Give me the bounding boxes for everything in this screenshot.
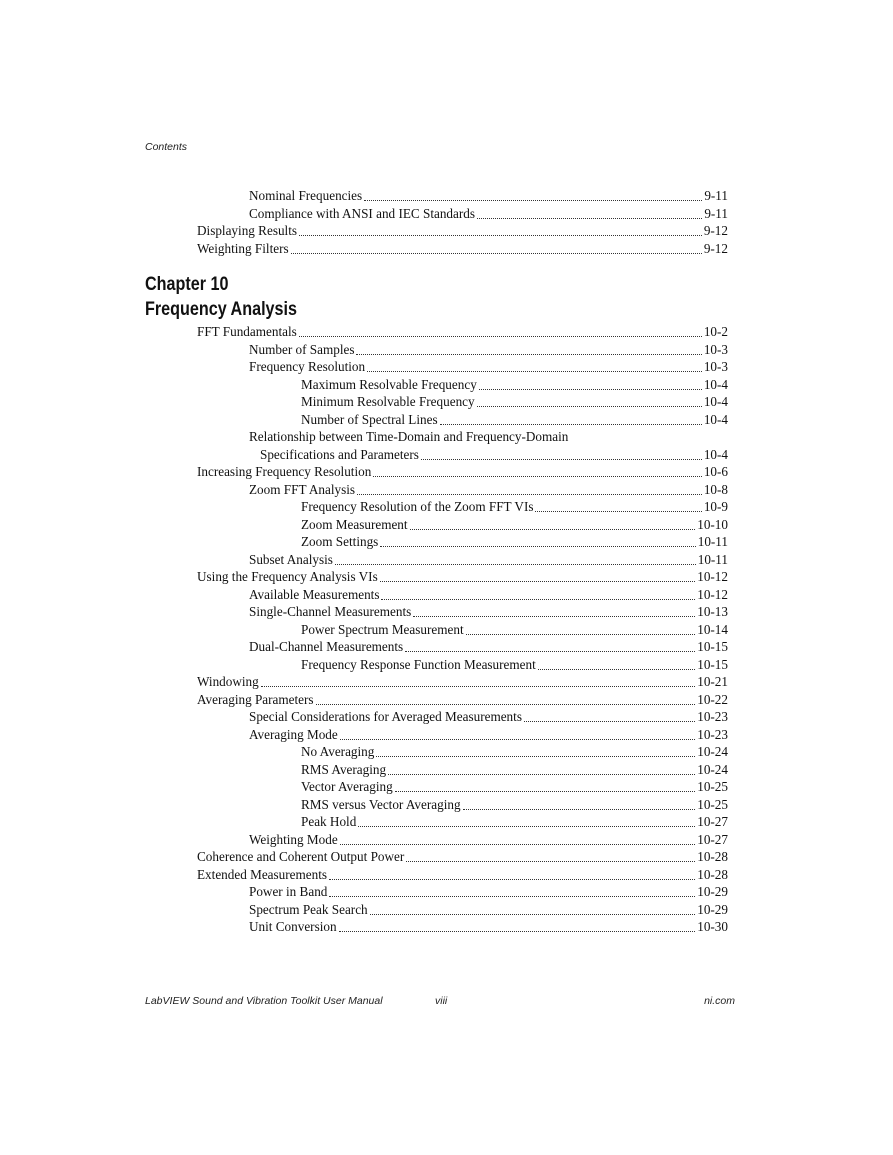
toc-entry-title: Using the Frequency Analysis VIs: [197, 569, 378, 584]
dot-leader: [356, 343, 701, 355]
dot-leader: [340, 833, 696, 845]
toc-entry-title: Zoom FFT Analysis: [249, 481, 356, 497]
toc-entry-title: Nominal Frequencies: [249, 188, 363, 203]
toc-entry[interactable]: [301, 797, 728, 814]
toc-entry-title: Windowing: [197, 674, 259, 689]
toc-entry-title: RMS versus Vector Averaging: [301, 796, 461, 812]
dot-leader: [463, 798, 696, 810]
dot-leader: [413, 605, 695, 617]
toc-entry-page: 9-12: [703, 223, 728, 238]
toc-entry-page: 10-23: [697, 709, 728, 724]
toc-entry-title: Number of Samples: [249, 341, 355, 357]
toc-entry-page: 10-24: [697, 761, 728, 777]
toc-entry-page: 9-11: [704, 205, 728, 221]
toc-entry[interactable]: [249, 587, 728, 604]
toc-entry[interactable]: [197, 464, 728, 481]
dot-leader: [410, 518, 696, 530]
toc-entry[interactable]: [197, 867, 728, 884]
toc-entry-page: 10-4: [703, 394, 728, 409]
toc-entry[interactable]: [249, 604, 728, 621]
dot-leader: [367, 360, 702, 372]
toc-entry[interactable]: [301, 517, 728, 534]
toc-entry-title: Unit Conversion: [249, 919, 337, 934]
toc-entry-title: Available Measurements: [249, 586, 380, 602]
chapter-number: Chapter 10: [145, 274, 229, 295]
toc-entry-title: Coherence and Coherent Output Power: [197, 849, 405, 864]
toc-entry[interactable]: [249, 902, 728, 919]
toc-entry-page: 10-3: [703, 341, 728, 357]
toc-entry[interactable]: [249, 552, 728, 569]
dot-leader: [421, 448, 702, 460]
toc-entry[interactable]: [301, 744, 728, 761]
toc-entry-page: 10-27: [697, 831, 728, 847]
footer-site: ni.com: [704, 995, 735, 1007]
toc-entry-page: 10-4: [703, 411, 728, 427]
toc-entry-title: No Averaging: [301, 744, 375, 759]
toc-entry-title: Subset Analysis: [249, 551, 333, 567]
toc-entry[interactable]: [249, 709, 728, 726]
toc-entry[interactable]: [301, 657, 728, 674]
toc-entry-title: Maximum Resolvable Frequency: [301, 376, 477, 392]
toc-entry[interactable]: [249, 727, 728, 744]
dot-leader: [440, 413, 702, 425]
toc-entry-title: Zoom Settings: [301, 534, 379, 549]
toc-entry-page: 10-30: [697, 919, 728, 934]
footer-manual-title: LabVIEW Sound and Vibration Toolkit User Manual: [145, 995, 383, 1007]
toc-entry[interactable]: [197, 569, 728, 586]
toc-entry-title: Dual-Channel Measurements: [249, 639, 404, 654]
dot-leader: [339, 920, 696, 932]
dot-leader: [388, 763, 695, 775]
toc-entry-page: 10-22: [697, 691, 728, 707]
toc-entry[interactable]: [197, 223, 728, 240]
toc-entry[interactable]: [260, 447, 728, 464]
dot-leader: [380, 535, 695, 547]
dot-leader: [405, 640, 695, 652]
toc-entry-title: Power Spectrum Measurement: [301, 621, 464, 637]
dot-leader: [291, 242, 702, 254]
toc-entry[interactable]: [249, 639, 728, 656]
toc-entry[interactable]: [301, 814, 728, 831]
toc-entry-page: 10-25: [697, 796, 728, 812]
toc-entry[interactable]: [249, 884, 728, 901]
toc-entry-title: Relationship between Time-Domain and Frequency-Domain: [249, 429, 569, 444]
toc-entry-page: 10-12: [697, 586, 728, 602]
toc-entry-title: Single-Channel Measurements: [249, 604, 412, 619]
toc-entry-page: 10-3: [703, 359, 728, 374]
toc-entry[interactable]: [301, 377, 728, 394]
dot-leader: [381, 588, 695, 600]
toc-entry[interactable]: [249, 188, 728, 205]
toc-entry-title: Number of Spectral Lines: [301, 411, 438, 427]
dot-leader: [376, 745, 695, 757]
toc-entry-page: 10-8: [703, 481, 728, 497]
dot-leader: [340, 728, 695, 740]
toc-entry-title: RMS Averaging: [301, 761, 387, 777]
toc-entry[interactable]: [301, 779, 728, 796]
toc-entry-page: 10-24: [697, 744, 728, 759]
toc-entry[interactable]: [301, 499, 728, 516]
toc-entry-page: 9-11: [704, 188, 728, 203]
toc-entry-page: 10-10: [697, 516, 728, 532]
toc-entry[interactable]: [301, 622, 728, 639]
toc-entry-page: 9-12: [703, 240, 728, 256]
toc-entry-title: Spectrum Peak Search: [249, 901, 368, 917]
toc-entry-title: Frequency Resolution: [249, 359, 366, 374]
dot-leader: [477, 207, 702, 219]
toc-entry-title: Weighting Mode: [249, 831, 338, 847]
toc-entry-page: 10-6: [703, 464, 728, 479]
toc-entry-page: 10-29: [697, 901, 728, 917]
dot-leader: [299, 224, 702, 236]
toc-entry-page: 10-2: [703, 324, 728, 339]
toc-entry-title: Minimum Resolvable Frequency: [301, 394, 475, 409]
dot-leader: [466, 623, 696, 635]
toc-entry-title: Power in Band: [249, 884, 328, 899]
toc-entry[interactable]: [249, 919, 728, 936]
toc-entry-page: 10-4: [703, 376, 728, 392]
dot-leader: [261, 675, 695, 687]
toc-entry-title: Averaging Parameters: [197, 691, 314, 707]
dot-leader: [335, 553, 696, 565]
dot-leader: [329, 868, 695, 880]
dot-leader: [535, 500, 701, 512]
toc-entry[interactable]: [197, 324, 728, 341]
toc-entry-page: 10-28: [697, 866, 728, 882]
toc-entry[interactable]: [249, 429, 568, 445]
toc-entry-title: Increasing Frequency Resolution: [197, 464, 372, 479]
toc-entry-page: 10-11: [697, 551, 728, 567]
toc-entry[interactable]: [249, 832, 728, 849]
dot-leader: [364, 189, 702, 201]
toc-entry-page: 10-15: [697, 656, 728, 672]
dot-leader: [299, 325, 702, 337]
toc-entry-title: Compliance with ANSI and IEC Standards: [249, 205, 475, 221]
toc-entry[interactable]: [301, 534, 728, 551]
dot-leader: [370, 903, 696, 915]
dot-leader: [406, 850, 695, 862]
toc-entry[interactable]: [249, 206, 728, 223]
toc-entry-title: Peak Hold: [301, 814, 357, 829]
dot-leader: [380, 570, 696, 582]
toc-entry-page: 10-12: [697, 569, 728, 584]
toc-entry-title: Zoom Measurement: [301, 516, 408, 532]
dot-leader: [477, 395, 702, 407]
toc-entry-title: Weighting Filters: [197, 240, 289, 256]
toc-entry[interactable]: [197, 674, 728, 691]
dot-leader: [538, 658, 695, 670]
toc-entry-page: 10-21: [697, 674, 728, 689]
toc-entry-page: 10-23: [697, 726, 728, 742]
toc-entry[interactable]: [249, 482, 728, 499]
toc-entry-title: Specifications and Parameters: [260, 446, 419, 462]
footer-page-number: viii: [435, 995, 448, 1007]
toc-entry[interactable]: [197, 241, 728, 258]
toc-entry-title: Frequency Response Function Measurement: [301, 656, 536, 672]
toc-entry-title: Frequency Resolution of the Zoom FFT VIs: [301, 499, 534, 514]
toc-entry[interactable]: [249, 359, 728, 376]
chapter-title: Frequency Analysis: [145, 299, 297, 320]
dot-leader: [329, 885, 695, 897]
dot-leader: [479, 378, 702, 390]
toc-entry-page: 10-25: [697, 779, 728, 794]
toc-entry-page: 10-29: [697, 884, 728, 899]
dot-leader: [358, 815, 695, 827]
toc-entry-page: 10-14: [697, 621, 728, 637]
toc-entry[interactable]: [301, 394, 728, 411]
toc-entry-title: Extended Measurements: [197, 866, 328, 882]
toc-entry-page: 10-11: [697, 534, 728, 549]
dot-leader: [373, 465, 701, 477]
toc-entry-title: Displaying Results: [197, 223, 298, 238]
toc-entry[interactable]: [249, 342, 728, 359]
toc-entry-page: 10-13: [697, 604, 728, 619]
toc-entry-page: 10-9: [703, 499, 728, 514]
dot-leader: [316, 693, 696, 705]
toc-entry[interactable]: [197, 849, 728, 866]
running-header: Contents: [145, 141, 188, 153]
dot-leader: [357, 483, 702, 495]
dot-leader: [524, 710, 695, 722]
toc-entry[interactable]: [197, 692, 728, 709]
toc-entry[interactable]: [301, 762, 728, 779]
toc-entry[interactable]: [301, 412, 728, 429]
toc-entry-page: 10-4: [703, 446, 728, 462]
toc-entry-page: 10-27: [697, 814, 728, 829]
toc-entry-page: 10-28: [697, 849, 728, 864]
toc-entry-title: Special Considerations for Averaged Measurements: [249, 709, 522, 724]
toc-entry-title: Averaging Mode: [249, 726, 338, 742]
toc-entry-page: 10-15: [697, 639, 728, 654]
toc-entry-title: Vector Averaging: [301, 779, 393, 794]
toc-entry-title: FFT Fundamentals: [197, 324, 297, 339]
dot-leader: [395, 780, 696, 792]
